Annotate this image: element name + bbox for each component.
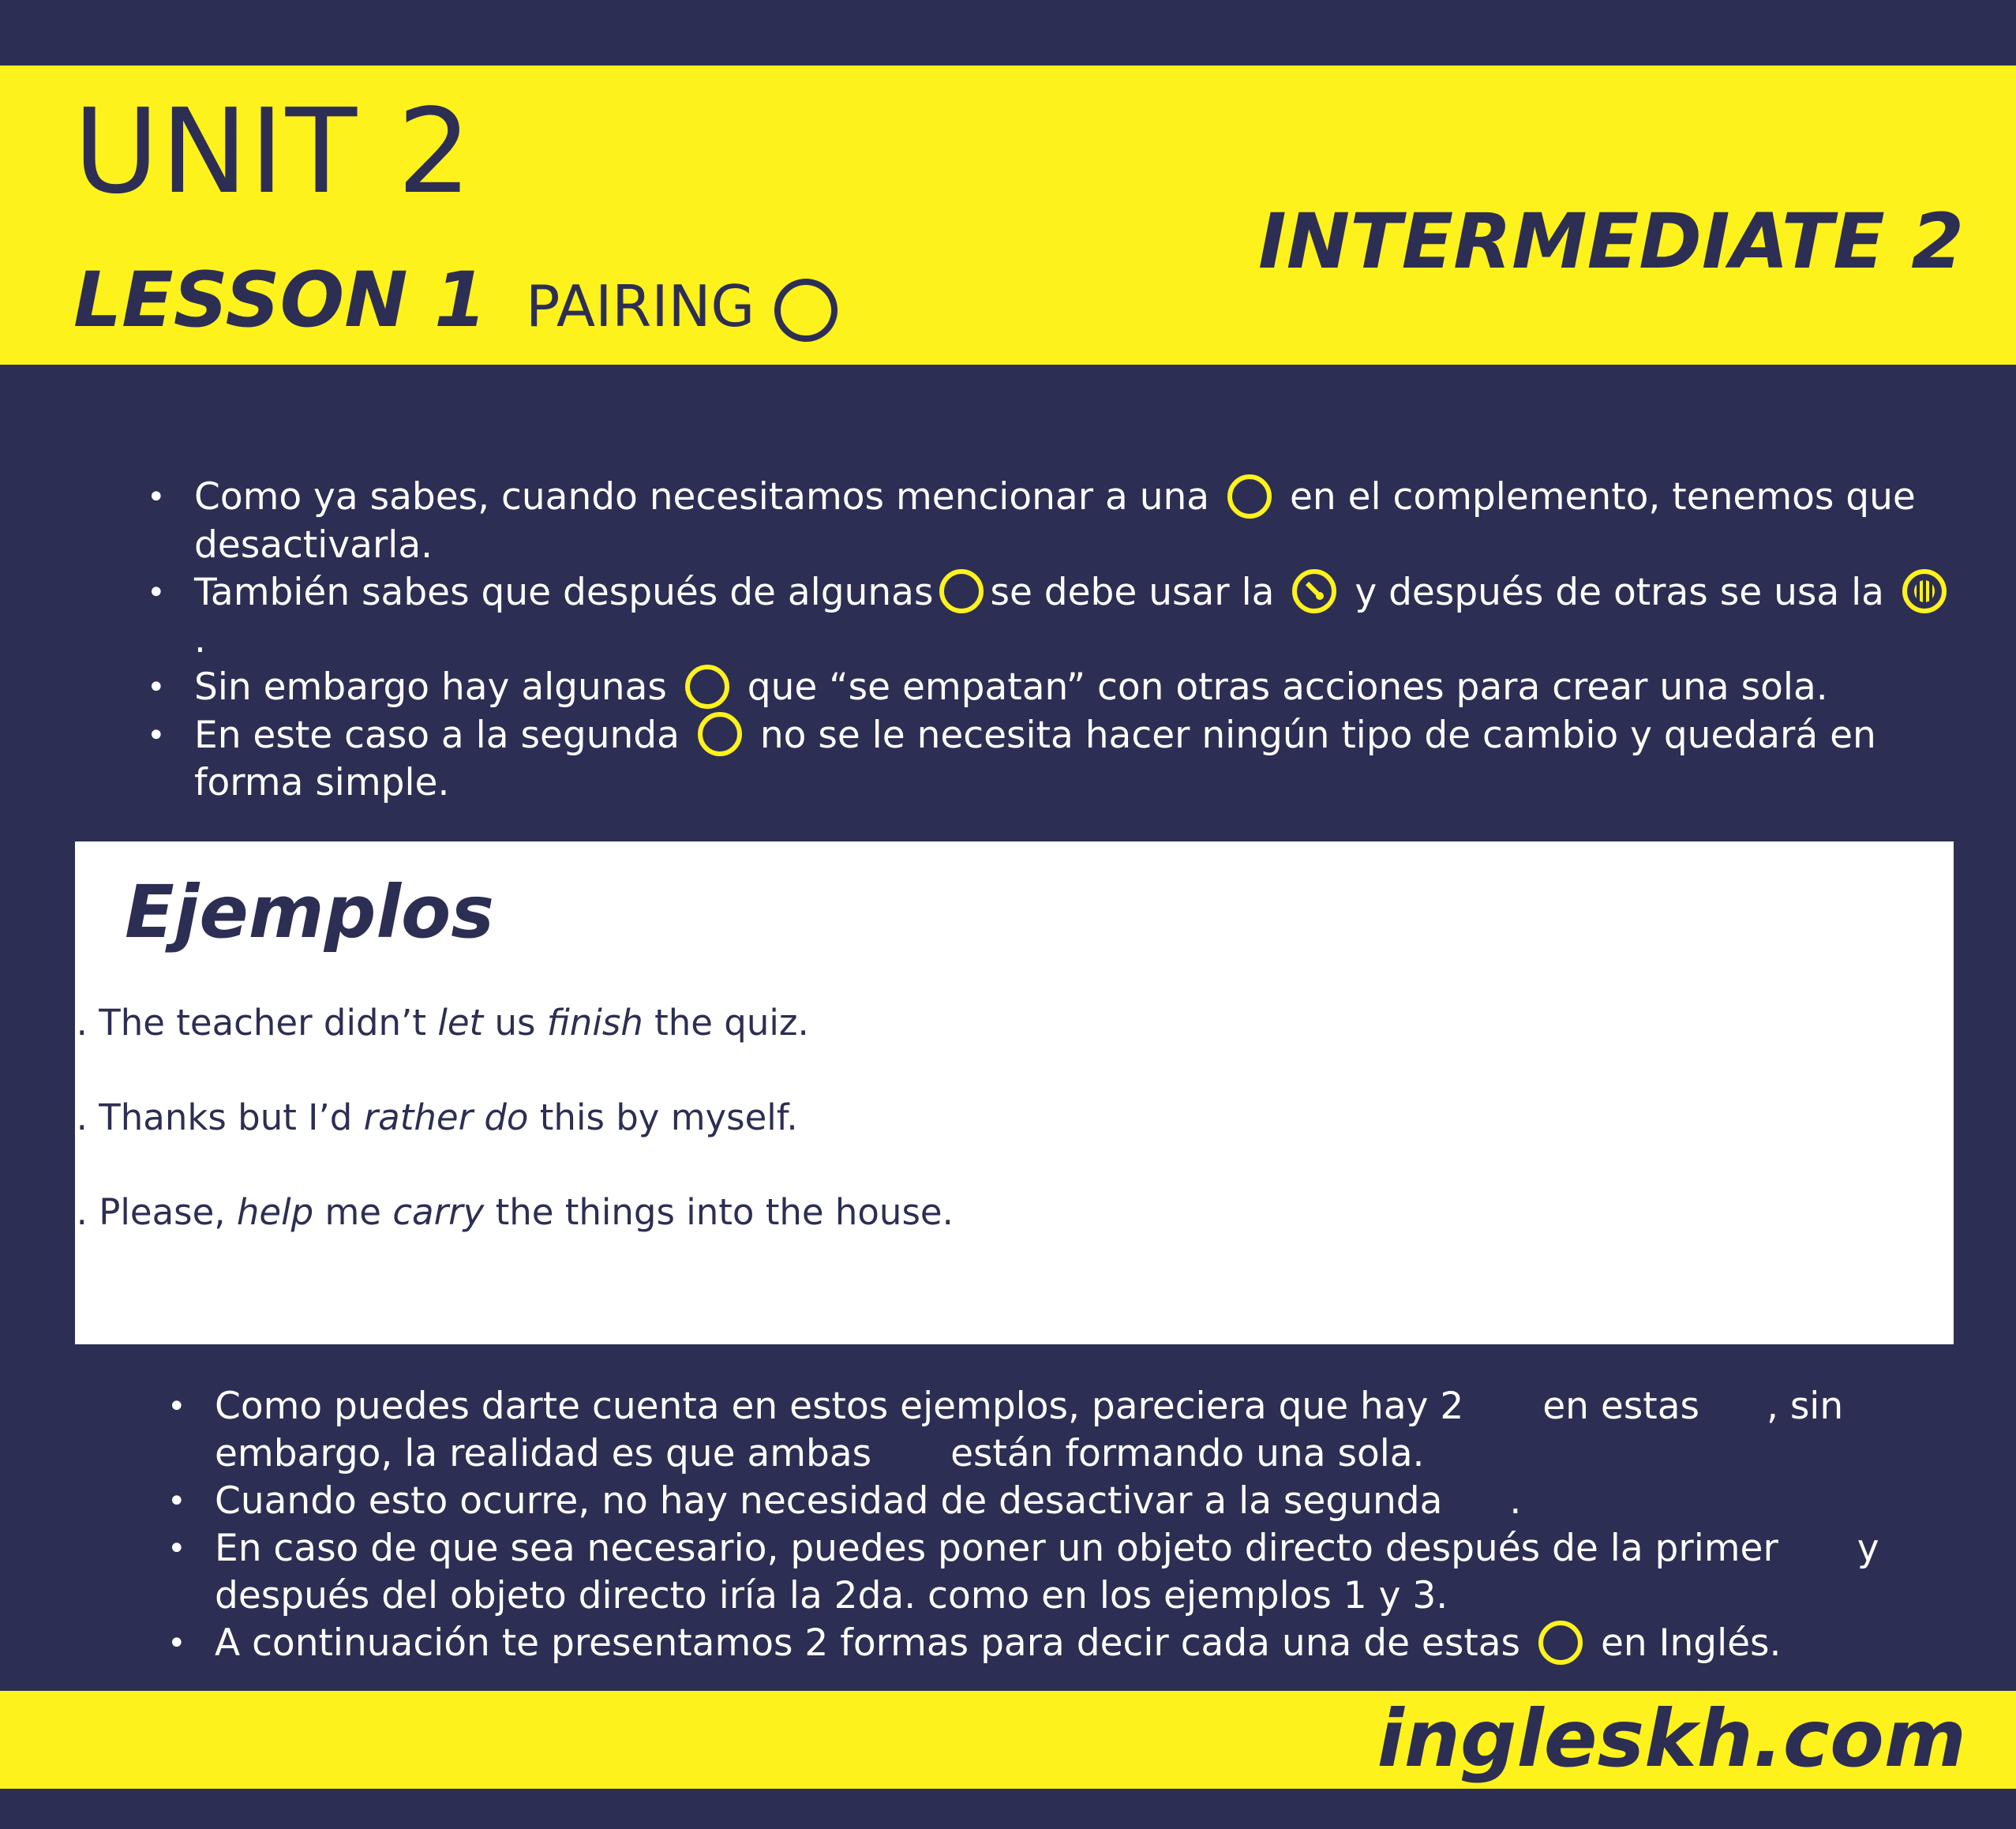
list-item: • Como puedes darte cuenta en estos ejemplos, pareciera que hay 2 en estas , sin embargo, la realidad es que ambas están formando una sola. <box>215 1383 1888 1478</box>
action-circle-icon <box>1227 474 1272 519</box>
list-item: • Cuando esto ocurre, no hay necesidad de desactivar a la segunda . <box>215 1478 1888 1525</box>
action-circle-icon <box>698 712 742 756</box>
intro-bullet-list <box>194 474 1962 807</box>
example-sentence: 3. Please, help me carry the things into the house. <box>54 1191 954 1233</box>
list-item: • En este caso a la segunda no se le necesita hacer ningún tipo de cambio y quedará en forma simple. <box>194 712 1962 808</box>
notes-bullet-list <box>215 1383 1888 1668</box>
list-item: • Como ya sabes, cuando necesitamos mencionar a una en el complemento, tenemos que desactivarla. <box>194 474 1962 569</box>
bars-symbol-icon <box>1902 569 1947 613</box>
action-circle-icon <box>685 665 729 709</box>
examples-title: Ejemplos <box>125 870 494 954</box>
lesson-title: LESSON 1 <box>73 256 487 344</box>
example-sentence: 2. Thanks but I’d rather do this by myself. <box>54 1096 798 1138</box>
list-item: • A continuación te presentamos 2 formas para decir cada una de estas en Inglés. <box>215 1620 1888 1668</box>
example-sentence: 1. The teacher didn’t let us finish the quiz. <box>54 1002 809 1044</box>
unit-title: UNIT 2 <box>73 84 474 219</box>
examples-card <box>75 841 1954 1344</box>
list-item: • Sin embargo hay algunas que “se empatan” con otras acciones para crear una sola. <box>194 664 1962 712</box>
list-item: • También sabes que después de algunas se debe usar la y después de otras se usa la . <box>194 569 1962 665</box>
topic-label: PAIRING <box>526 273 755 339</box>
list-item: • En caso de que sea necesario, puedes poner un objeto directo después de la primer y después del objeto directo iría la 2da. como en los ejemplos 1 y 3. <box>215 1525 1888 1620</box>
action-circle-icon <box>939 569 984 613</box>
site-url: ingleskh.com <box>1377 1692 1966 1785</box>
level-title: INTERMEDIATE 2 <box>1258 197 1964 286</box>
hand-symbol-icon <box>1292 569 1336 613</box>
action-circle-icon <box>1538 1621 1583 1665</box>
action-circle-icon <box>774 279 838 342</box>
